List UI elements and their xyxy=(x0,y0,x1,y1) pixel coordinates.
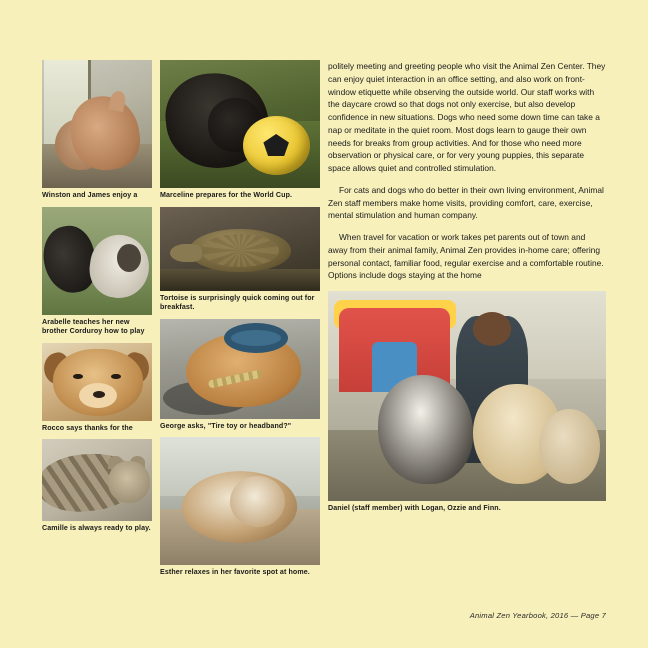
george-caption: George asks, "Tire toy or headband?" xyxy=(160,421,292,430)
esther-caption: Esther relaxes in her favorite spot at home. xyxy=(160,568,310,577)
rocco-caption: Rocco says thanks for the xyxy=(42,423,133,432)
marceline-caption: Marceline prepares for the World Cup. xyxy=(160,191,293,199)
page-content xyxy=(42,60,606,620)
right-column xyxy=(328,60,606,520)
esther-photo xyxy=(160,437,320,565)
george-photo xyxy=(160,319,320,419)
tortoise-photo xyxy=(160,207,320,291)
arabelle-caption: Arabelle teaches her new brother Corduroy how to play xyxy=(42,317,145,335)
article-paragraph-1: politely meeting and greeting people who visit the Animal Zen Center. They can enjoy quiet interaction in an office setting, and also work on front-window etiquette while observing the outside world. Our staff works with the daycare crowd so that dogs not only exercise, but also develop confidence in new situations. Dogs who need some down time can take a nap or meditate in the quiet room. Most dogs learn to gauge their own needs for breaks from group activities. And for those who need more observation or physical care, or for very young puppies, this separate space allows quiet and controlled stimulation. xyxy=(328,61,606,174)
marceline-photo xyxy=(160,60,320,188)
winston-photo xyxy=(42,60,152,188)
daniel-photo xyxy=(328,291,606,501)
rocco-photo xyxy=(42,343,152,421)
middle-photo-column xyxy=(160,60,320,584)
page-footer: Animal Zen Yearbook, 2016 — Page 7 xyxy=(469,611,606,620)
article-paragraph-3: When travel for vacation or work takes pet parents out of town and away from their animal family, Animal Zen provides in-home care; offering personal contact, familiar food, regular exercise and a comfortable routine. Options include dogs staying at the home xyxy=(328,232,604,281)
article-paragraph-2: For cats and dogs who do better in their own living environment, Animal Zen staff members make home visits, providing comfort, care, exercise, mental stimulation and human company. xyxy=(328,184,604,221)
camille-photo xyxy=(42,439,152,521)
left-photo-column xyxy=(42,60,152,540)
arabelle-photo xyxy=(42,207,152,315)
tortoise-caption: Tortoise is surprisingly quick coming out for breakfast. xyxy=(160,293,315,311)
article-body xyxy=(328,60,606,282)
daniel-caption: Daniel (staff member) with Logan, Ozzie and Finn. xyxy=(328,504,501,513)
camille-caption: Camille is always ready to play. xyxy=(42,524,151,533)
winston-caption: Winston and James enjoy a xyxy=(42,191,138,199)
